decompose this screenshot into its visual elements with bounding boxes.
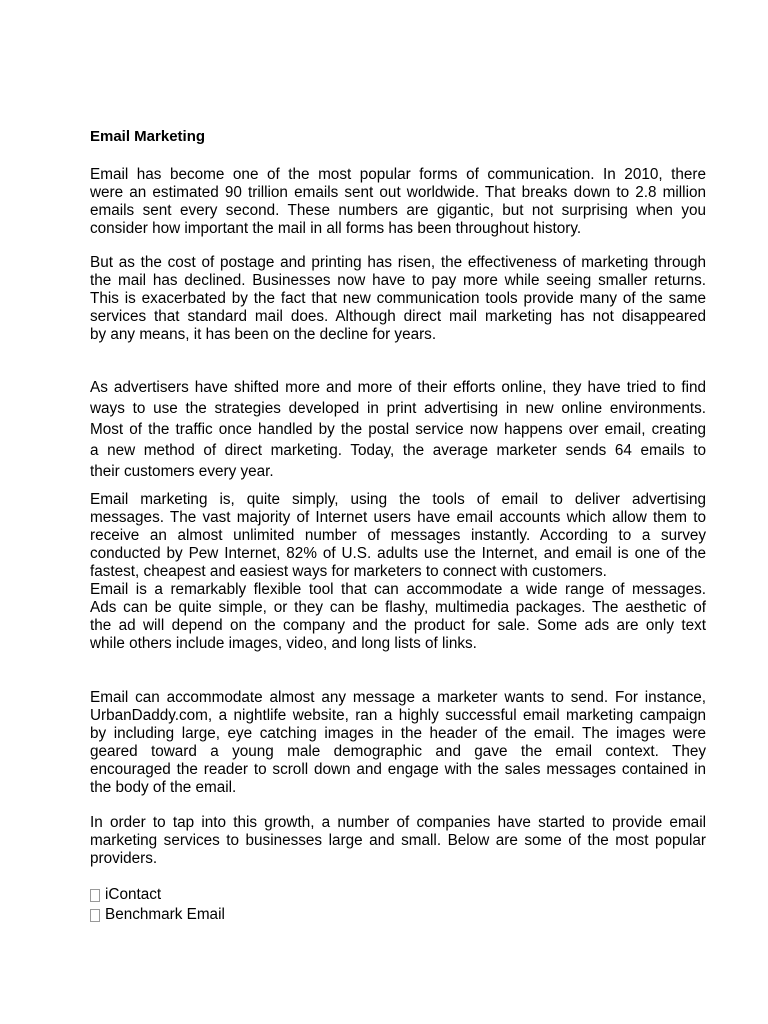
- paragraph-line: while others include images, video, and long lists of links.: [90, 635, 477, 652]
- list-item-label: iContact: [105, 886, 162, 903]
- paragraph-line: encouraged the reader to scroll down and engage with the sales messages contained in: [90, 761, 706, 778]
- paragraph-line: by any means, it has been on the decline for years.: [90, 326, 437, 343]
- paragraph-line: consider how important the mail in all forms has been throughout history.: [90, 220, 582, 237]
- paragraph-line: emails sent every second. These numbers are gigantic, but not surprising when you: [90, 202, 706, 219]
- bullet-icon: [90, 889, 100, 902]
- paragraph-line: messages. The vast majority of Internet users have email accounts which allow them to: [90, 509, 706, 526]
- paragraph: [90, 491, 706, 581]
- list-item: [90, 905, 225, 925]
- paragraph-line: the body of the email.: [90, 779, 237, 796]
- paragraph: [90, 377, 706, 482]
- paragraph-line: their customers every year.: [90, 463, 274, 480]
- paragraph: [90, 254, 706, 344]
- bullet-icon: [90, 909, 100, 922]
- paragraph-line: receive an almost unlimited number of messages instantly. According to a survey: [90, 527, 706, 544]
- paragraph-line: This is exacerbated by the fact that new communication tools provide many of the same: [90, 290, 706, 307]
- paragraph-line: Email can accommodate almost any message a marketer wants to send. For instance,: [90, 689, 706, 706]
- paragraph-line: Email is a remarkably flexible tool that can accommodate a wide range of messages.: [90, 581, 706, 598]
- paragraph-line: providers.: [90, 850, 158, 867]
- providers-list: [90, 885, 225, 925]
- paragraph: [90, 814, 706, 868]
- paragraph-line: UrbanDaddy.com, a nightlife website, ran a highly successful email marketing campaign: [90, 707, 706, 724]
- document-title: Email Marketing: [90, 128, 206, 145]
- paragraph-line: Most of the traffic once handled by the postal service now happens over email, creating: [90, 421, 706, 438]
- paragraph: [90, 689, 706, 797]
- paragraph-line: In order to tap into this growth, a number of companies have started to provide email: [90, 814, 706, 831]
- paragraph-line: marketing services to businesses large and small. Below are some of the most popular: [90, 832, 706, 849]
- paragraph-line: fastest, cheapest and easiest ways for marketers to connect with customers.: [90, 563, 607, 580]
- paragraph: [90, 581, 706, 653]
- list-item: [90, 885, 225, 905]
- paragraph-line: Email marketing is, quite simply, using the tools of email to deliver advertising: [90, 491, 706, 508]
- paragraph: [90, 166, 706, 238]
- paragraph-line: by including large, eye catching images in the header of the email. The images were: [90, 725, 706, 742]
- paragraph-line: Email has become one of the most popular forms of communication. In 2010, there: [90, 166, 706, 183]
- paragraph-line: a new method of direct marketing. Today, the average marketer sends 64 emails to: [90, 442, 706, 459]
- paragraph-line: services that standard mail does. Although direct mail marketing has not disappeared: [90, 308, 706, 325]
- paragraph-line: But as the cost of postage and printing has risen, the effectiveness of marketing through: [90, 254, 706, 271]
- paragraph-line: As advertisers have shifted more and more of their efforts online, they have tried to find: [90, 379, 706, 396]
- paragraph-line: ways to use the strategies developed in print advertising in new online environments.: [90, 400, 706, 417]
- list-item-label: Benchmark Email: [105, 906, 225, 923]
- paragraph-line: geared toward a young male demographic and gave the email context. They: [90, 743, 706, 760]
- paragraph-line: the ad will depend on the company and the product for sale. Some ads are only text: [90, 617, 706, 634]
- paragraph-line: the mail has declined. Businesses now have to pay more while seeing smaller returns.: [90, 272, 706, 289]
- paragraph-line: Ads can be quite simple, or they can be flashy, multimedia packages. The aesthetic of: [90, 599, 706, 616]
- paragraph-line: were an estimated 90 trillion emails sent out worldwide. That breaks down to 2.8 million: [90, 184, 706, 201]
- paragraph-line: conducted by Pew Internet, 82% of U.S. adults use the Internet, and email is one of the: [90, 545, 706, 562]
